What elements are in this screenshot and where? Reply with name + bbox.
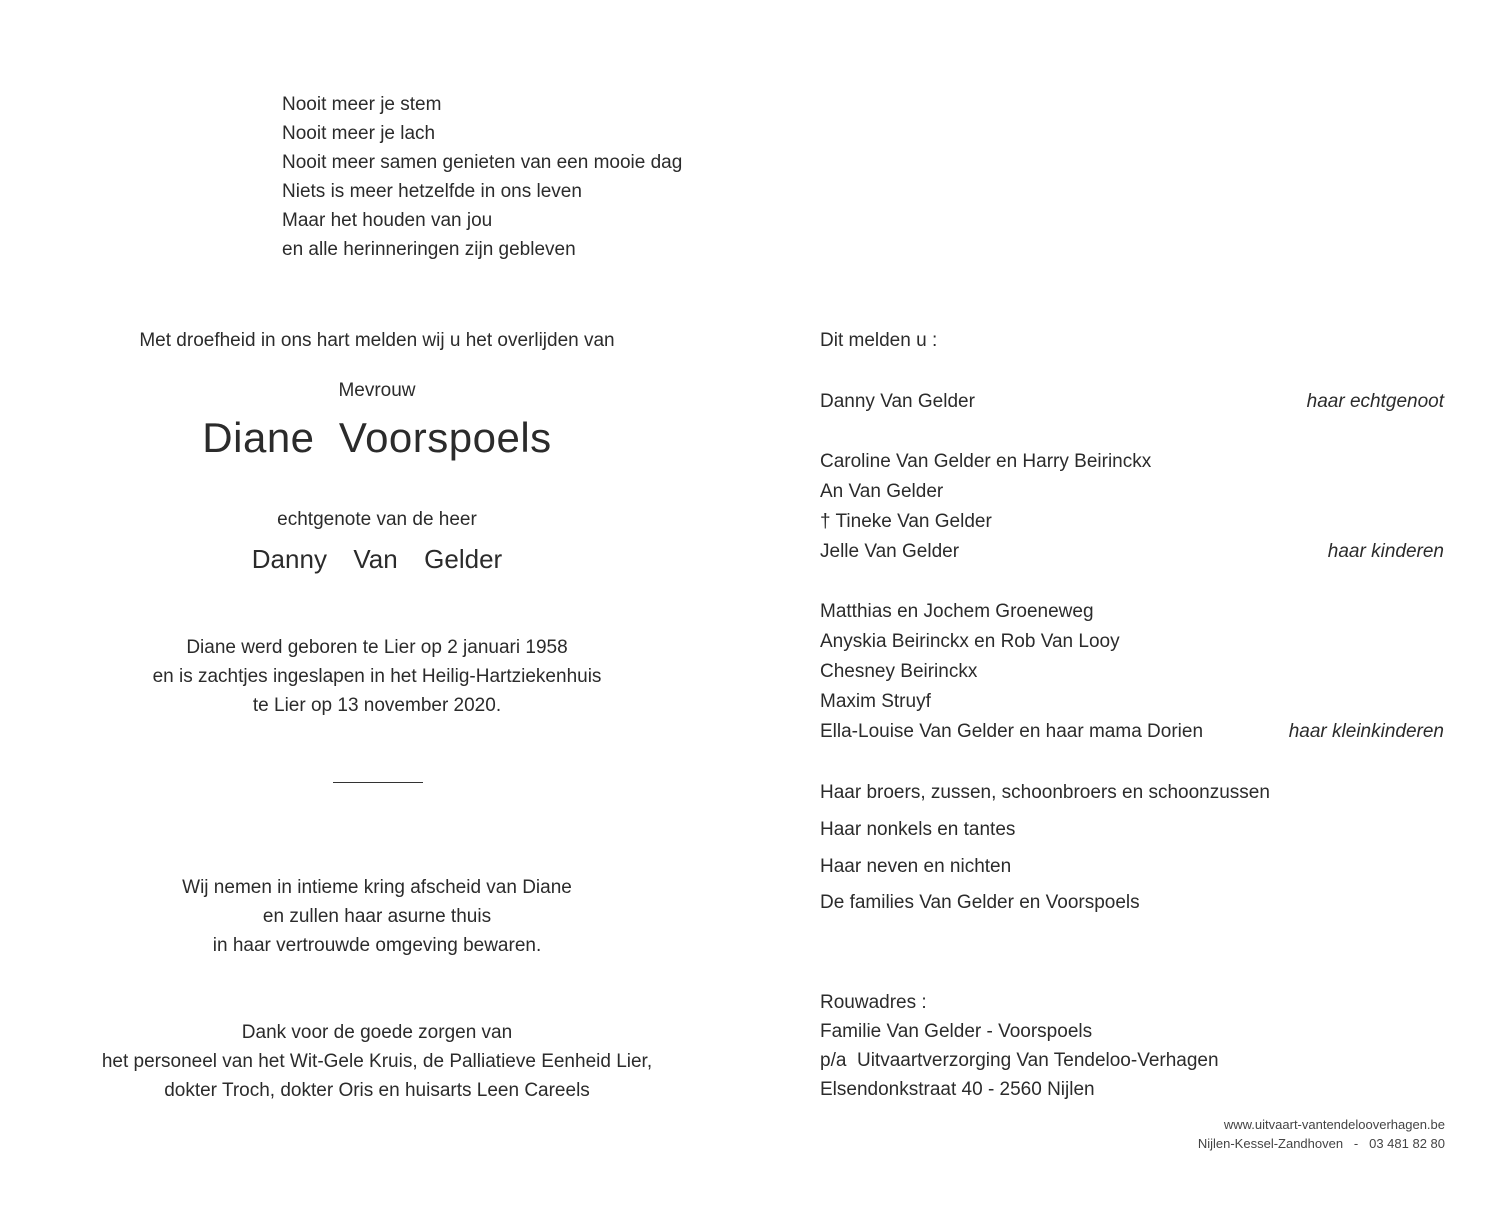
family-name: Danny Van Gelder	[820, 391, 975, 412]
birth-line: Diane werd geboren te Lier op 2 januari 1958	[186, 637, 568, 658]
family-name: Matthias en Jochem Groeneweg	[820, 601, 1094, 622]
farewell-line: en zullen haar asurne thuis	[262, 906, 492, 927]
family-name: De families Van Gelder en Voorspoels	[820, 892, 1140, 913]
poem-line: Maar het houden van jou	[282, 210, 493, 231]
family-row	[820, 481, 1444, 511]
family-row	[820, 721, 1444, 751]
family-row	[820, 819, 1444, 849]
family-name: † Tineke Van Gelder	[820, 511, 992, 532]
farewell-line: in haar vertrouwde omgeving bewaren.	[212, 935, 542, 956]
family-row	[820, 541, 1444, 571]
farewell-line: Wij nemen in intieme kring afscheid van Diane	[182, 877, 572, 898]
address-label: Rouwadres :	[820, 992, 927, 1013]
farewell-text	[0, 873, 754, 960]
address-line: Elsendonkstraat 40 - 2560 Nijlen	[820, 1079, 1095, 1100]
family-role: haar echtgenoot	[1306, 391, 1444, 412]
family-row	[820, 601, 1444, 631]
poem	[282, 90, 682, 264]
address-line: p/a Uitvaartverzorging Van Tendeloo-Verhagen	[820, 1050, 1219, 1071]
family-name: Caroline Van Gelder en Harry Beirinckx	[820, 451, 1152, 472]
family-row	[820, 691, 1444, 721]
funeral-home-contact: Nijlen-Kessel-Zandhoven - 03 481 82 80	[1197, 1136, 1445, 1151]
family-role: haar kinderen	[1327, 541, 1444, 562]
family-name: Jelle Van Gelder	[820, 541, 960, 562]
family-row	[820, 856, 1444, 886]
family-name: Anyskia Beirinckx en Rob Van Looy	[820, 631, 1120, 652]
family-row	[820, 391, 1444, 421]
mourning-address	[820, 988, 1444, 1104]
family-row	[820, 782, 1444, 812]
family-row	[820, 511, 1444, 541]
family-name: Haar broers, zussen, schoonbroers en schoonzussen	[820, 782, 1270, 803]
poem-line: Nooit meer samen genieten van een mooie dag	[282, 152, 683, 173]
family-name: Ella-Louise Van Gelder en haar mama Dorien	[820, 721, 1204, 742]
poem-line: Niets is meer hetzelfde in ons leven	[282, 181, 582, 202]
family-name: Maxim Struyf	[820, 691, 931, 712]
poem-line: en alle herinneringen zijn gebleven	[282, 239, 576, 260]
divider-line	[333, 782, 423, 783]
family-name: An Van Gelder	[820, 481, 944, 502]
family-row	[820, 892, 1444, 922]
thanks-line: dokter Troch, dokter Oris en huisarts Leen Careels	[164, 1080, 590, 1101]
poem-line: Nooit meer je lach	[282, 123, 436, 144]
family-role: haar kleinkinderen	[1288, 721, 1444, 742]
deceased-name: Diane Voorspoels	[202, 414, 552, 461]
family-name: Haar nonkels en tantes	[820, 819, 1016, 840]
spouse-label: echtgenote van de heer	[277, 509, 477, 530]
family-name: Haar neven en nichten	[820, 856, 1012, 877]
family-row	[820, 451, 1444, 481]
address-line: Familie Van Gelder - Voorspoels	[820, 1021, 1093, 1042]
family-row	[820, 631, 1444, 661]
announcement-intro: Met droefheid in ons hart melden wij u het overlijden van	[139, 330, 615, 351]
thanks-text	[0, 1018, 754, 1105]
family-name: Chesney Beirinckx	[820, 661, 978, 682]
poem-line: Nooit meer je stem	[282, 94, 442, 115]
thanks-line: Dank voor de goede zorgen van	[241, 1022, 513, 1043]
family-heading: Dit melden u :	[820, 330, 938, 351]
birth-line: en is zachtjes ingeslapen in het Heilig-Hartziekenhuis	[152, 666, 602, 687]
birth-death-details	[0, 633, 754, 720]
deceased-title: Mevrouw	[338, 380, 416, 401]
family-row	[820, 661, 1444, 691]
spouse-name: Danny Van Gelder	[251, 544, 503, 574]
thanks-line: het personeel van het Wit-Gele Kruis, de Palliatieve Eenheid Lier,	[101, 1051, 653, 1072]
birth-line: te Lier op 13 november 2020.	[252, 695, 502, 716]
funeral-home-website: www.uitvaart-vantendelooverhagen.be	[1223, 1117, 1445, 1132]
